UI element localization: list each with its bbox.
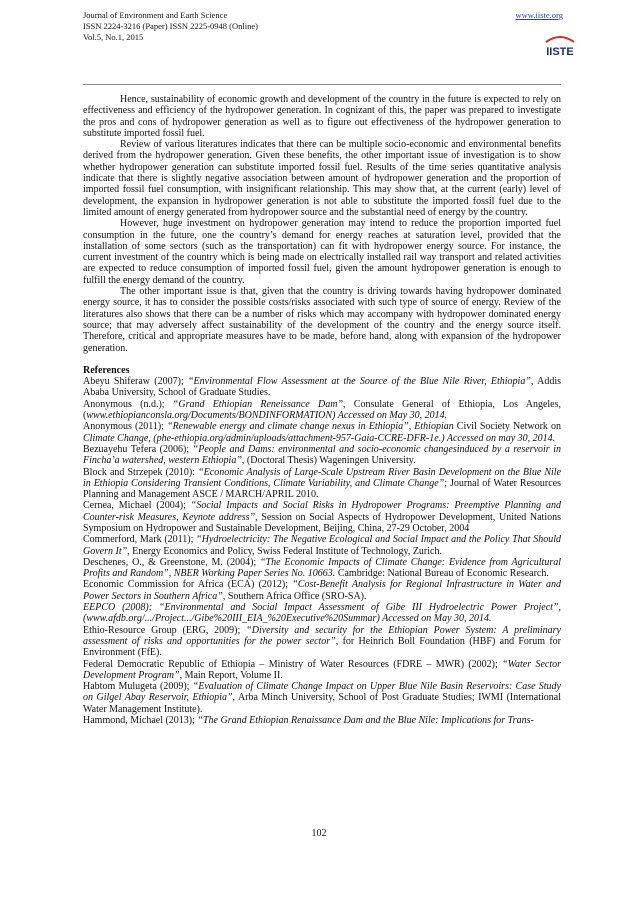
reference-item: Deschenes, O., & Greenstone, M. (2004); “The Economic Impacts of Climate Change: Evidence from Agricultural Profits and Random”, NBER Working Paper Series No. 10663. Cambridge: National Bureau of Economic Research. (83, 556, 561, 580)
reference-item: Ethio-Resource Group (ERG, 2009); “Diversity and security for the Ethiopian Power System: A preliminary assessment of risks and opportunities for the power sector”, for Heinrich Boll Foundation (HBF) and Forum for Environment (FfE). (83, 624, 561, 659)
reference-item: Habtom Mulugeta (2009); “Evaluation of Climate Change Impact on Upper Blue Nile Basin Reservoirs: Case Study on Gilgel Abay Reservoir, Ethiopia”, Arba Minch University, School of Post Graduate Studies; IWMI (International Water Management Institute). (83, 681, 561, 715)
paragraph: However, huge investment on hydropower generation may intend to reduce the proportion imported fuel consumption in the future, one the country’s demand for energy reaches at saturation level, provided that the installation of some sectors (such as the transportation) can fit with hydropower energy source. For instance, the current investment of the country which is being made on electrically installed rail way transport and related activities are expected to reduce consumption of imported fossil fuel, given the amount hydropower generation is enough to fulfill the energy demand of the country. (83, 218, 561, 286)
paragraph: Hence, sustainability of economic growth and development of the country in the future is expected to rely on effectiveness and efficiency of the hydropower generation. In cognizant of this, the paper was prepared to investigate the pros and cons of hydropower generation as well as to figure out effectiveness of the hydropower generation to substitute imported fossil fuel. (83, 94, 561, 139)
reference-item: Anonymous (2011); “Renewable energy and climate change nexus in Ethiopia”, Ethiopian Civil Society Network on Climate Change, (phe-ethiopia.org/admin/uploads/attachment-957-Gaia-CCRE-DFR-1e.) Accessed on may 30, 2014. (83, 421, 561, 444)
volume-line: Vol.5, No.1, 2015 (83, 32, 144, 42)
svg-text:IISTE: IISTE (546, 46, 574, 58)
journal-title: Journal of Environment and Earth Science (83, 10, 228, 20)
journal-url-link[interactable]: www.iiste.org (515, 10, 563, 20)
reference-item: Bezuayehu Tefera (2006); “People and Dams: environmental and socio-economic changesinduced by a reservoir in Fincha’a watershed, western Ethiopia”, (Doctoral Thesis) Wageningen University. (83, 443, 561, 467)
journal-header (83, 10, 563, 43)
paragraph: The other important issue is that, given that the country is driving towards having hydropower dominated energy source, it has to consider the possible costs/risks associated with such type of source of energy. Review of the literatures also shows that there can be a number of risks which may accompany with hydropower dominated energy source; that may adversely affect sustainability of the development of the country and the energy source itself. Therefore, critical and appropriate measures have to be made, before hand, along with expansion of the hydropower generation. (83, 286, 561, 354)
paragraph: Review of various literatures indicates that there can be multiple socio-economic and environmental benefits derived from the hydropower generation. Given these benefits, the other important issue of investigation is to show whether hydropower generation can substitute imported fossil fuel. Results of the time series quantitative analysis indicate that there is slightly negative association between amount of hydropower generation and the proportion of imported fossil fuel consumption, with insignificant relationship. This may show that, at the current (early) level of development, the expansion in hydropower generation is not able to substitute the imported fossil fuel due to the limited amount of energy generated from hydropower source and the substantial need of energy by the country. (83, 139, 561, 218)
iiste-logo (540, 34, 580, 58)
reference-item: Commerford, Mark (2011); “Hydroelectricity: The Negative Ecological and Social Impact and the Policy That Should Govern It”, Energy Economics and Policy, Swiss Federal Institute of Technology, Zurich. (83, 534, 561, 557)
references-heading: References (83, 364, 130, 376)
reference-item: Economic Commission for Africa (ECA) (2012); “Cost-Benefit Analysis for Regional Infrastructure in Water and Power Sectors in Southern Africa”, Southern Africa Office (SRO-SA). (83, 579, 561, 602)
reference-item: EEPCO (2008); “Environmental and Social Impact Assessment of Gibe III Hydroelectric Power Project”, (www.afdb.org/.../Project.../Gibe%20III_EIA_%20Executive%20Summar) Accessed on May 30, 2014. (83, 602, 561, 625)
article-body (83, 94, 561, 726)
reference-item: Anonymous (n.d.); “Grand Ethiopian Reneissance Dam”, Consulate General of Ethiopia, Los Angeles, (www.ethiopianconsla.org/Documents/BONDINFORMATION) Accessed on May 30, 2014. (83, 398, 561, 422)
reference-item: Abeyu Shiferaw (2007); “Environmental Flow Assessment at the Source of the Blue Nile River, Ethiopia”, Addis Ababa University, School of Graduate Studies. (83, 376, 562, 399)
reference-item: Federal Democratic Republic of Ethiopia – Ministry of Water Resources (FDRE – MWR) (2002); “Water Sector Development Program”, Main Report, Volume II. (83, 658, 561, 681)
reference-item: Block and Strzepek (2010): “Economic Analysis of Large-Scale Upstream River Basin Development on the Blue Nile in Ethiopia Considering Transient Conditions, Climate Variability, and Climate Change”; Journal of Water Resources Planning and Management ASCE / MARCH/APRIL 2010. (83, 466, 562, 501)
reference-item: Hammond, Michael (2013); “The Grand Ethiopian Renaissance Dam and the Blue Nile: Implications for Trans- (83, 715, 534, 727)
issn-line: ISSN 2224-3216 (Paper) ISSN 2225-0948 (Online) (83, 21, 258, 31)
page-number: 102 (311, 828, 327, 839)
header-divider (83, 84, 561, 85)
reference-item: Cernea, Michael (2004); “Social Impacts and Social Risks in Hydropower Programs: Preemptive Planning and Counter-risk Measures, Keynote address”, Session on Social Aspects of Hydropower Development, United Nations Symposium on Hydropower and Sustainable Development, Beijing, China, 27-29 October, 2004 (83, 500, 561, 534)
